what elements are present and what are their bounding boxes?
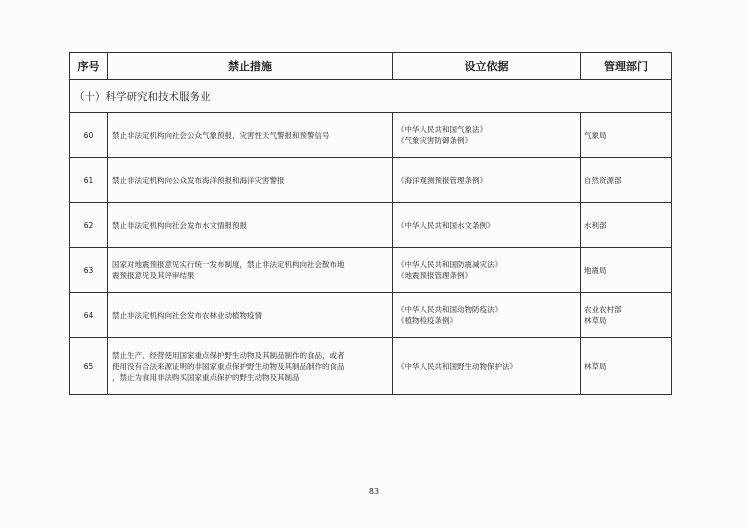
table-row [70, 293, 672, 338]
row-seq: 65 [70, 338, 108, 395]
row-dept: 地震局 [581, 248, 672, 293]
header-basis: 设立依据 [393, 53, 581, 80]
section-row [70, 80, 672, 113]
row-seq: 63 [70, 248, 108, 293]
row-dept: 农业农村部 林草局 [581, 293, 672, 338]
header-dept: 管理部门 [581, 53, 672, 80]
row-basis: 《中华人民共和国野生动物保护法》 [393, 338, 581, 395]
row-measure: 禁止非法定机构向公众发布海洋预报和海洋灾害警报 [108, 158, 393, 203]
row-measure: 国家对地震预报意见实行统一发布制度，禁止非法定机构向社会散布地 震预报意见及其评审结果 [108, 248, 393, 293]
page-number: 83 [368, 487, 380, 496]
table-row [70, 113, 672, 158]
table-row [70, 248, 672, 293]
row-dept: 自然资源部 [581, 158, 672, 203]
table-row [70, 338, 672, 395]
table-row [70, 158, 672, 203]
row-measure: 禁止非法定机构向社会发布农林业动植物疫情 [108, 293, 393, 338]
row-measure: 禁止生产、经营使用国家重点保护野生动物及其制品制作的食品，或者 使用没有合法来源证明的非国家重点保护野生动物及其制品制作的食品 ，禁止为食用非法购买国家重点保护的野生动物及其制品 [108, 338, 393, 395]
row-measure: 禁止非法定机构向社会发布水文情报预报 [108, 203, 393, 248]
section-title: （十）科学研究和技术服务业 [70, 80, 672, 113]
row-measure: 禁止非法定机构向社会公众气象预报、灾害性天气警报和预警信号 [108, 113, 393, 158]
row-basis: 《中华人民共和国水文条例》 [393, 203, 581, 248]
header-measure: 禁止措施 [108, 53, 393, 80]
table-header-row [70, 53, 672, 80]
table-row [70, 203, 672, 248]
row-dept: 气象局 [581, 113, 672, 158]
row-seq: 64 [70, 293, 108, 338]
row-basis: 《中华人民共和国动物防疫法》 《植物检疫条例》 [393, 293, 581, 338]
row-basis: 《海洋观测预报管理条例》 [393, 158, 581, 203]
prohibition-table [69, 52, 672, 395]
row-seq: 62 [70, 203, 108, 248]
header-seq: 序号 [70, 53, 108, 80]
row-basis: 《中华人民共和国气象法》 《气象灾害防御条例》 [393, 113, 581, 158]
row-dept: 水利部 [581, 203, 672, 248]
row-dept: 林草局 [581, 338, 672, 395]
row-seq: 60 [70, 113, 108, 158]
row-basis: 《中华人民共和国防震减灾法》 《地震预报管理条例》 [393, 248, 581, 293]
row-seq: 61 [70, 158, 108, 203]
